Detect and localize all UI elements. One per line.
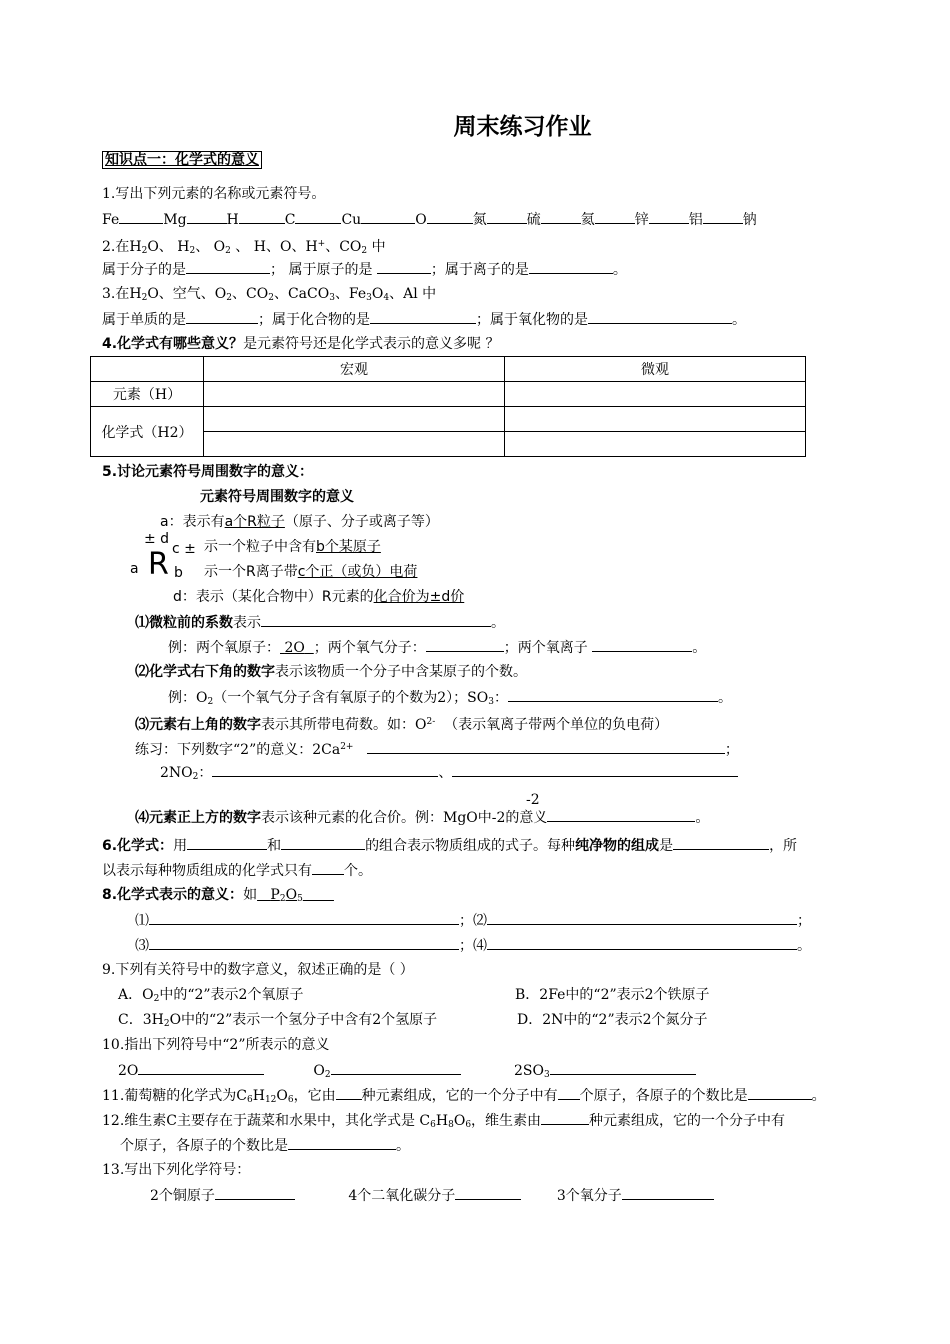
q13-blank[interactable] [215,1185,295,1200]
q1-blank[interactable] [361,209,415,224]
q3-answers: 属于单质的是 ；属于化合物的是 ；属于氧化物的是 。 [102,309,746,330]
q8-row2: ⑶ ；⑷ 。 [135,935,811,956]
q1-blank[interactable] [595,209,635,224]
q8-prompt: 8.化学式表示的意义：如 $P_2O_5$ [102,887,303,904]
q11: 11.葡萄糖的化学式为$C_6H_{12}O_6$，它由 种元素组成，它的一个分子中有 个原子，各原子的个数比是 。 [102,1085,826,1110]
p1-blank[interactable] [592,637,692,652]
q5-d: d：表示（某化合物中）R元素的化合价为±d价 [173,589,465,605]
meaning-table [90,356,806,457]
q5-p1-example: 例：两个氧原子： 2O ；两个氧气分子： ；两个氧离子 。 [168,637,706,658]
valence-label: -2 [526,792,540,808]
q1-prompt: 1.写出下列元素的名称或元素符号。 [102,186,326,202]
q10-blank[interactable] [331,1060,461,1075]
p1-blank[interactable] [261,612,491,627]
table-row-element: 元素（H） [91,382,204,407]
q9-prompt: 9.下列有关符号中的数字意义，叙述正确的是（ ） [102,962,414,978]
table-cell[interactable] [505,407,806,432]
q6-blank[interactable] [312,860,344,875]
q5-heading: 5.讨论元素符号周围数字的意义： [102,464,314,480]
q13-prompt: 13.写出下列化学符号： [102,1162,251,1178]
q6-line2: 以表示每种物质组成的化学式只有 个。 [102,860,372,881]
q12-blank[interactable] [541,1110,589,1125]
q3-blank[interactable] [588,309,732,324]
q5-a: a：表示有a个R粒子（原子、分子或离子等） [160,514,439,530]
q9-option-c[interactable]: C．$3H_2O$中的“2”表示一个氢分子中含有2个氢原子 [118,1012,438,1029]
q12-blank[interactable] [288,1135,396,1150]
q5-p4: ⑷元素正上方的数字表示该种元素的化合价。例：MgO中-2的意义 。 [135,807,709,828]
table-row-formula: 化学式（H2） [91,407,204,457]
q1-blank[interactable] [703,209,743,224]
q2-answers: 属于分子的是 ； 属于原子的是 ；属于离子的是 。 [102,259,627,280]
q1-blank[interactable] [541,209,581,224]
q9-option-a[interactable]: A．$O_2$中的“2”表示2个氧原子 [118,987,304,1004]
q8-blank[interactable] [487,935,797,950]
q3-blank[interactable] [370,309,476,324]
q2-prompt: 2.在$H_2O$、 $H_2$、 $O_2$ 、 H、O、H+、$CO_2$ 中 [102,239,386,256]
q5-p2: ⑵化学式右下角的数字表示该物质一个分子中含某原子的个数。 [135,664,527,680]
q6-blank[interactable] [673,835,769,850]
q5-p3: ⑶元素右上角的数字表示其所带电荷数。如：$O^{2-}$ （表示氧离子带两个单位的负电荷） [135,717,669,733]
p3-blank[interactable] [367,739,725,754]
q5-p1: ⑴微粒前的系数表示 。 [135,612,505,633]
q9-option-d[interactable]: D．2N中的“2”表示2个氮分子 [517,1012,708,1028]
q11-blank[interactable] [748,1085,812,1100]
q13-blank[interactable] [455,1185,521,1200]
q10-blank[interactable] [138,1060,264,1075]
q3-prompt: 3.在$H_2O$、空气、$O_2$、$CO_2$、CaCO$_3$、$Fe_3O_4$、Al 中 [102,286,437,303]
q1-blank[interactable] [119,209,163,224]
q5-b: 示一个粒子中含有b个某原子 [204,539,381,555]
q5-p3-practice: 练习：下列数字“2”的意义：$2Ca^{2+}$ ； [135,737,739,760]
q8-blank[interactable] [149,935,459,950]
table-header-micro: 微观 [505,357,806,382]
q1-blank[interactable] [295,209,341,224]
p3-blank[interactable] [212,762,438,777]
q2-blank[interactable] [529,259,613,274]
q2-blank[interactable] [377,259,431,274]
q1-blank[interactable] [187,209,227,224]
q8-blank[interactable] [487,910,797,925]
section-heading: 知识点一：化学式的意义 [102,150,262,170]
table-cell[interactable] [505,432,806,457]
q2-blank[interactable] [186,259,270,274]
q11-blank[interactable] [336,1085,362,1100]
q4-prompt: 4.化学式有哪些意义？是元素符号还是化学式表示的意义多呢 ？ [102,336,500,352]
table-header-macro: 宏观 [204,357,505,382]
q12-line1: 12.维生素C主要存在于蔬菜和水果中，其化学式是 $C_6H_8O_6$，维生素由 种元素组成，它的一个分子中有 [102,1110,785,1135]
q13-blank[interactable] [622,1185,714,1200]
q12-line2: 个原子，各原子的个数比是 。 [120,1135,410,1156]
q10-items: 2O $O_2$ $2SO_3$ [118,1060,696,1085]
r-symbol-diagram: ± d a R c ± b [130,531,196,582]
q1-items: Fe Mg H C Cu O 氮 硫 氦 锌 铝 钠 [102,209,757,230]
table-cell[interactable] [204,407,505,432]
q6-line1: 6.化学式：用 和 的组合表示物质组成的式子。每种纯净物的组成是 ，所 [102,835,797,856]
p4-blank[interactable] [547,807,695,822]
q5-c: 示一个R离子带c个正（或负）电荷 [204,564,418,580]
page-title: 周末练习作业 [453,114,592,140]
q3-blank[interactable] [186,309,258,324]
q8-row1: ⑴ ；⑵ ； [135,910,811,931]
q5-p3-no2: $2NO_2$： 、 [160,762,738,787]
p2-blank[interactable] [508,687,718,702]
q13-items: 2个铜原子 4个二氧化碳分子 3个氧分子 [150,1185,714,1206]
q1-blank[interactable] [427,209,473,224]
table-cell[interactable] [505,382,806,407]
q1-blank[interactable] [649,209,689,224]
p1-blank[interactable] [426,637,504,652]
q1-blank[interactable] [487,209,527,224]
q1-blank[interactable] [239,209,285,224]
q10-prompt: 10.指出下列符号中“2”所表示的意义 [102,1037,330,1053]
q11-blank[interactable] [558,1085,580,1100]
p3-blank[interactable] [452,762,738,777]
q6-blank[interactable] [281,835,365,850]
table-cell[interactable] [204,432,505,457]
q5-p2-example: 例：$O_2$（一个氧气分子含有氧原子的个数为2）；$SO_3$： 。 [168,687,732,712]
q6-blank[interactable] [187,835,267,850]
q9-option-b[interactable]: B．2Fe中的“2”表示2个铁原子 [515,987,710,1003]
q5-subheading: 元素符号周围数字的意义 [200,489,354,505]
q10-blank[interactable] [550,1060,696,1075]
q8-blank[interactable] [149,910,459,925]
table-cell[interactable] [204,382,505,407]
